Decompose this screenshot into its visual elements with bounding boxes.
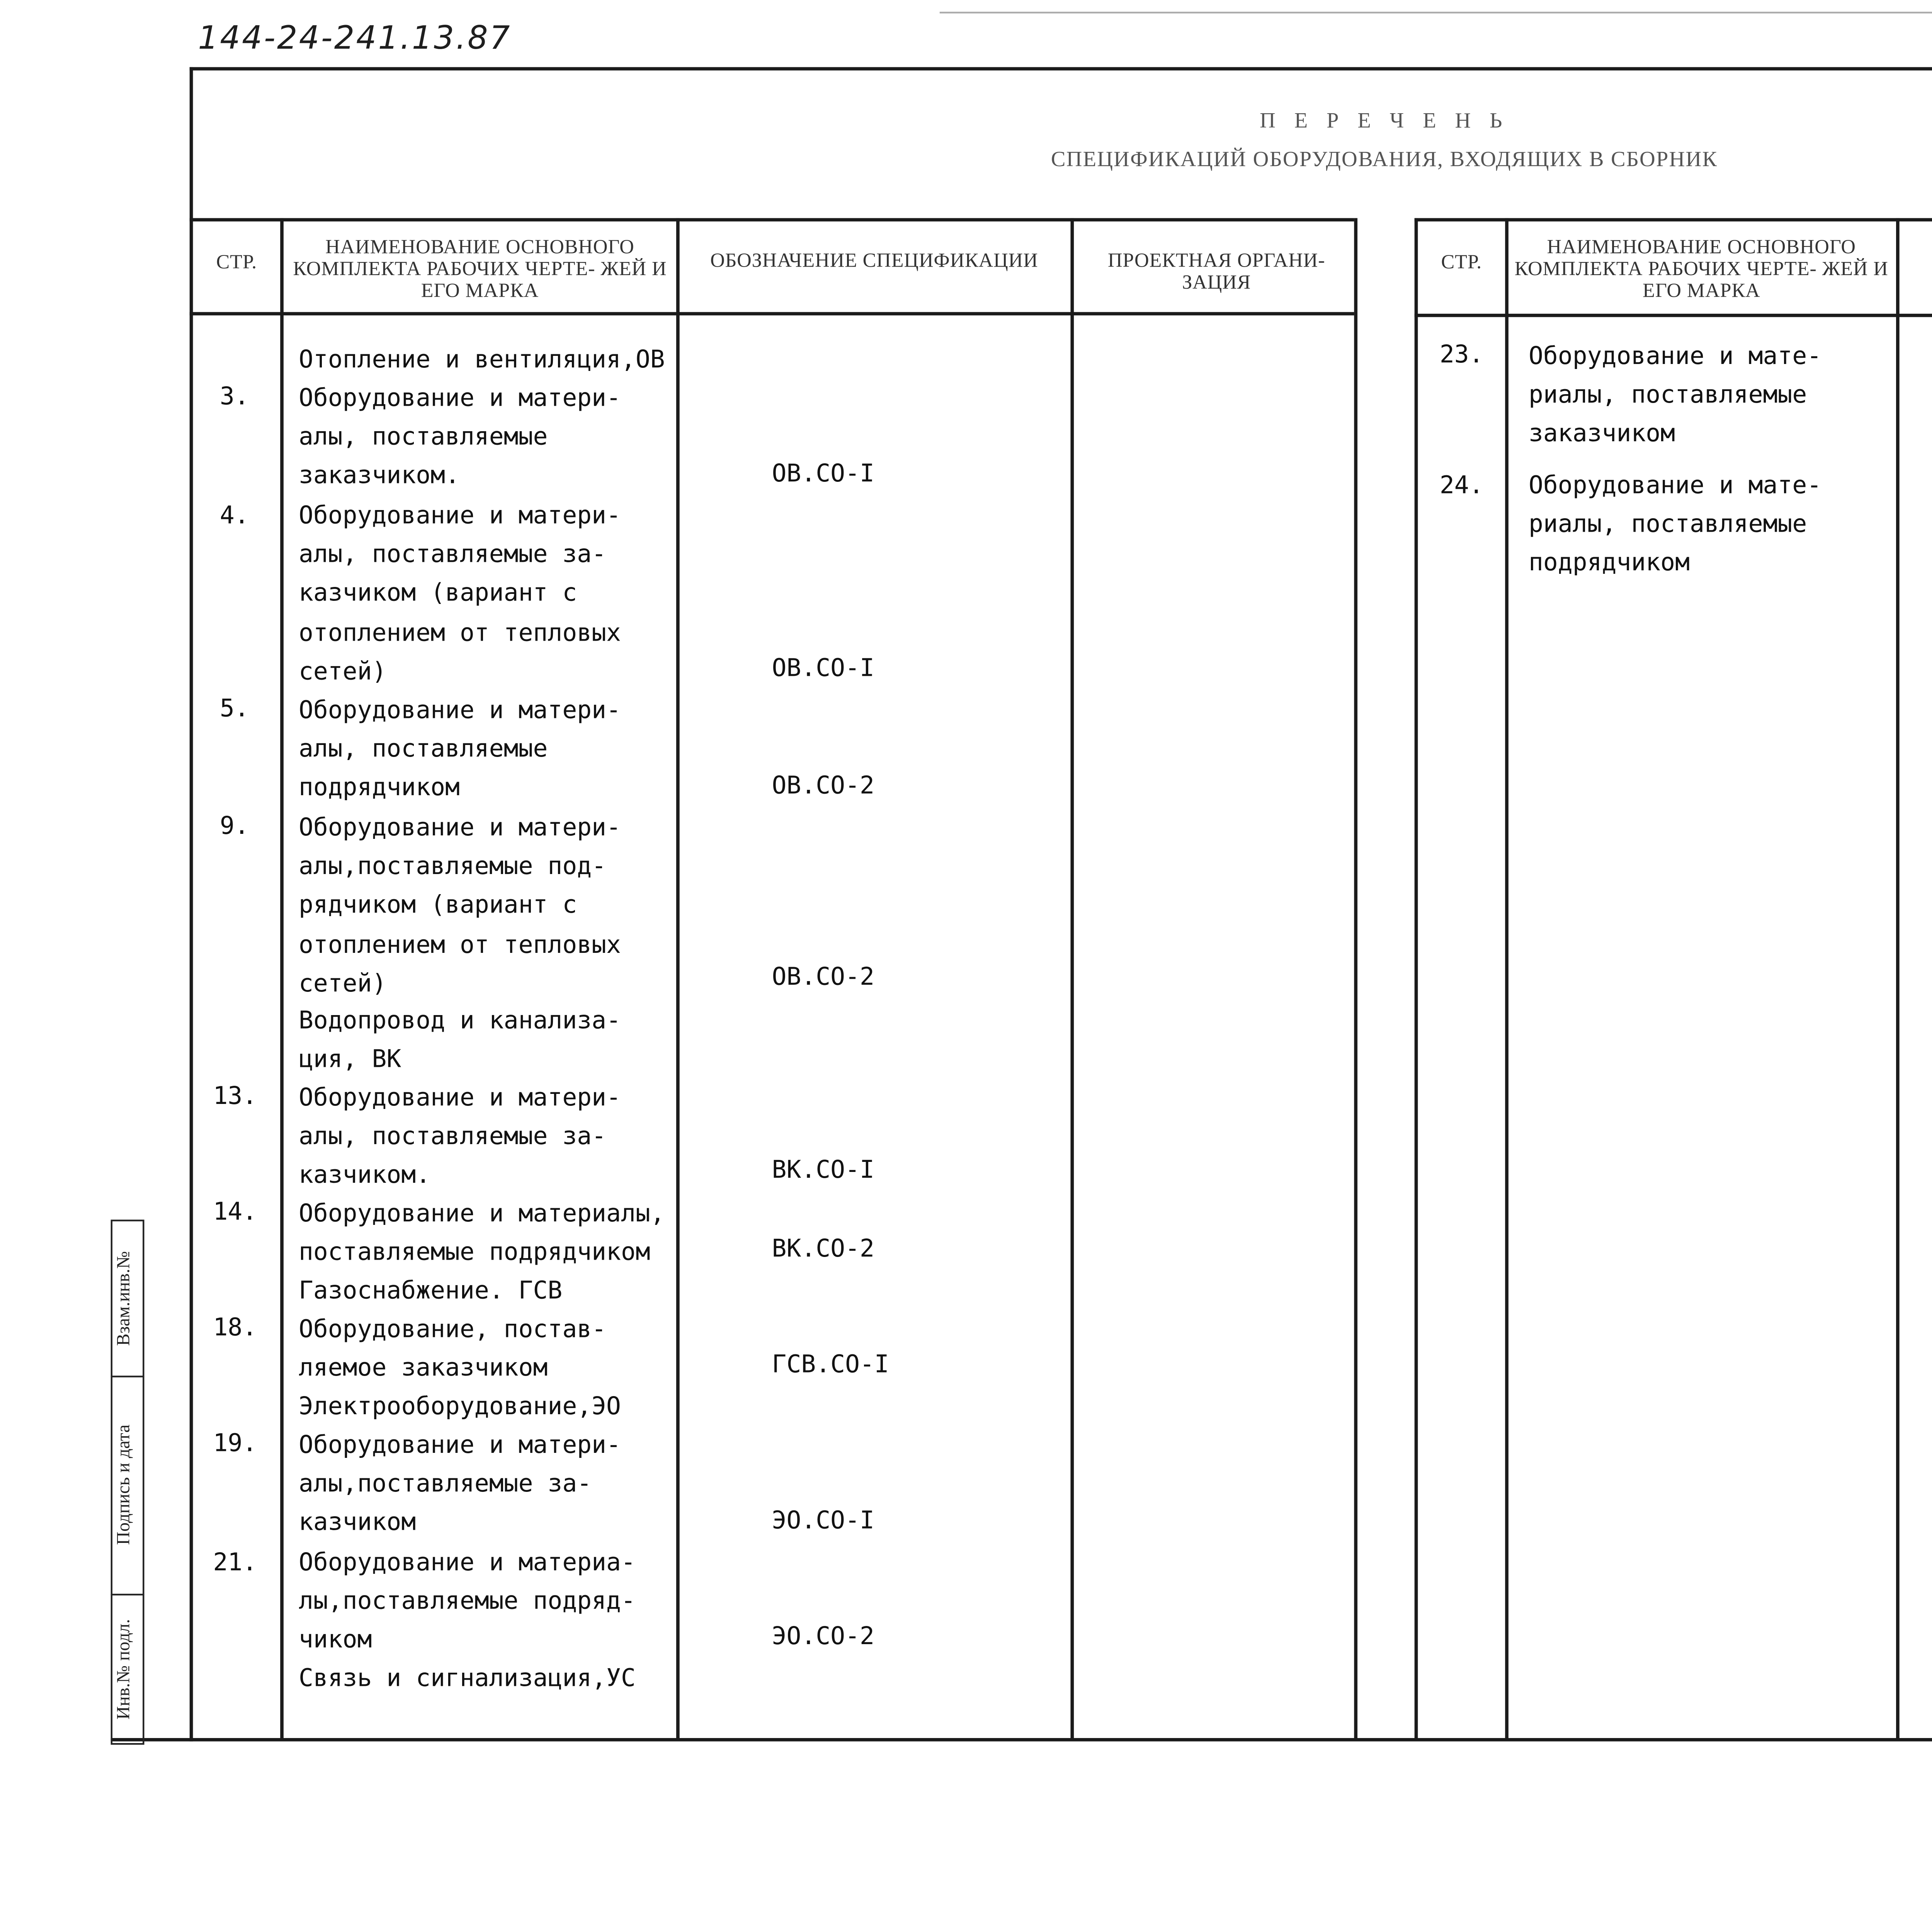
stamp-divider-2: [111, 1594, 145, 1595]
left-row-3-page: 5.: [219, 696, 249, 723]
frame-top-line: [190, 67, 1932, 71]
stamp-replace-inv: Взам.инв.№: [114, 1251, 134, 1346]
left-row-12-page: 21.: [213, 1550, 257, 1577]
left-row-5-text: Водопровод и канализа- ция, ВК: [298, 1008, 621, 1074]
left-col-sep-1: [280, 218, 284, 1738]
left-col-sep-4: [1354, 218, 1357, 1738]
left-row-7-text: Оборудование и материалы, поставляемые подрядчиком: [298, 1201, 665, 1267]
left-row-7-page: 14.: [213, 1199, 257, 1226]
right-row-0-page: 23.: [1439, 342, 1484, 369]
left-row-8-text: Газоснабжение. ГСВ: [298, 1278, 563, 1305]
right-col-sep-0: [1415, 218, 1418, 1738]
left-row-1-text: Оборудование и матери- алы, поставляемые заказчиком.: [298, 386, 621, 491]
left-row-4-text: Оборудование и матери- алы,поставляемые под- рядчиком (вариант с отоплением от тепловых сетей): [298, 815, 621, 998]
left-header-page: СТР.: [216, 250, 257, 274]
right-header-top: [1415, 218, 1932, 221]
frame-bottom-line: [111, 1738, 1932, 1742]
left-row-1-page: 3.: [219, 384, 249, 411]
right-header-spec: [1900, 255, 1932, 277]
stamp-inv-orig: Инв.№ подл.: [114, 1619, 134, 1720]
right-row-0-text: Оборудование и мате- риалы, поставляемые заказчиком: [1528, 344, 1822, 449]
left-row-3-text: Оборудование и матери- алы, поставляемые подрядчиком: [298, 698, 621, 803]
left-row-12-code: ЭО.СО-2: [772, 1624, 874, 1651]
left-row-10-text: Электрооборудование,ЭО: [298, 1394, 621, 1421]
left-row-0-text: Отопление и вентиляция,ОВ: [298, 347, 665, 374]
document-code: 144-24-241.13.87: [198, 20, 512, 57]
left-header-top: [190, 218, 1354, 221]
left-row-6-code: ВК.СО-I: [772, 1157, 874, 1185]
frame-left-line: [190, 67, 193, 1742]
right-col-sep-2: [1896, 218, 1900, 1738]
left-row-6-page: 13.: [213, 1083, 257, 1111]
left-row-9-page: 18.: [213, 1315, 257, 1342]
right-row-1-text: Оборудование и мате- риалы, поставляемые подрядчиком: [1528, 473, 1822, 578]
left-header-spec: ОБОЗНАЧЕНИЕ СПЕЦИФИКАЦИИ: [710, 248, 1038, 272]
left-row-2-code: ОВ.СО-I: [772, 656, 874, 683]
stamp-sign-date: Подпись и дата: [114, 1424, 134, 1545]
right-header-page: СТР.: [1441, 250, 1482, 274]
list-subtitle: СПЕЦИФИКАЦИЙ ОБОРУДОВАНИЯ, ВХОДЯЩИХ В СБОРНИК: [1051, 146, 1718, 171]
left-header-bottom: [190, 312, 1354, 316]
left-header-name: НАИМЕНОВАНИЕ ОСНОВНОГО КОМПЛЕКТА РАБОЧИХ ЧЕРТЕ- ЖЕЙ И ЕГО МАРКА: [293, 235, 667, 302]
left-row-9-code: ГСВ.СО-I: [772, 1352, 889, 1379]
left-row-7-code: ВК.СО-2: [772, 1236, 874, 1264]
left-header-org: ПРОЕКТНАЯ ОРГАНИ- ЗАЦИЯ: [1108, 248, 1325, 294]
left-row-3-code: ОВ.СО-2: [772, 773, 874, 800]
left-row-4-page: 9.: [219, 813, 249, 841]
left-row-12-text: Оборудование и материа- лы,поставляемые подряд- чиком: [298, 1550, 636, 1655]
right-row-1-page: 24.: [1439, 473, 1484, 500]
left-row-13-text: Связь и сигнализация,УС: [298, 1666, 636, 1693]
left-col-sep-2: [676, 218, 680, 1738]
left-row-11-page: 19.: [213, 1431, 257, 1458]
left-row-9-text: Оборудование, постав- ляемое заказчиком: [298, 1317, 607, 1383]
left-row-11-code: ЭО.СО-I: [772, 1508, 874, 1535]
left-row-2-text: Оборудование и матери- алы, поставляемые за- казчиком (вариант с отоплением от тепловых сетей): [298, 503, 621, 686]
right-col-sep-1: [1505, 218, 1509, 1738]
left-row-2-page: 4.: [219, 503, 249, 530]
list-title: П Е Р Е Ч Е Н Ь: [1260, 107, 1509, 133]
left-row-1-code: ОВ.СО-I: [772, 461, 874, 488]
left-row-11-text: Оборудование и матери- алы,поставляемые за- казчиком: [298, 1432, 621, 1537]
top-rule: [940, 12, 1932, 13]
right-header-name: НАИМЕНОВАНИЕ ОСНОВНОГО КОМПЛЕКТА РАБОЧИХ ЧЕРТЕ- ЖЕЙ И ЕГО МАРКА: [1514, 235, 1888, 302]
right-header-bottom: [1415, 314, 1932, 317]
left-row-6-text: Оборудование и матери- алы, поставляемые за- казчиком.: [298, 1085, 621, 1190]
left-col-sep-3: [1070, 218, 1074, 1738]
left-row-4-code: ОВ.СО-2: [772, 964, 874, 992]
